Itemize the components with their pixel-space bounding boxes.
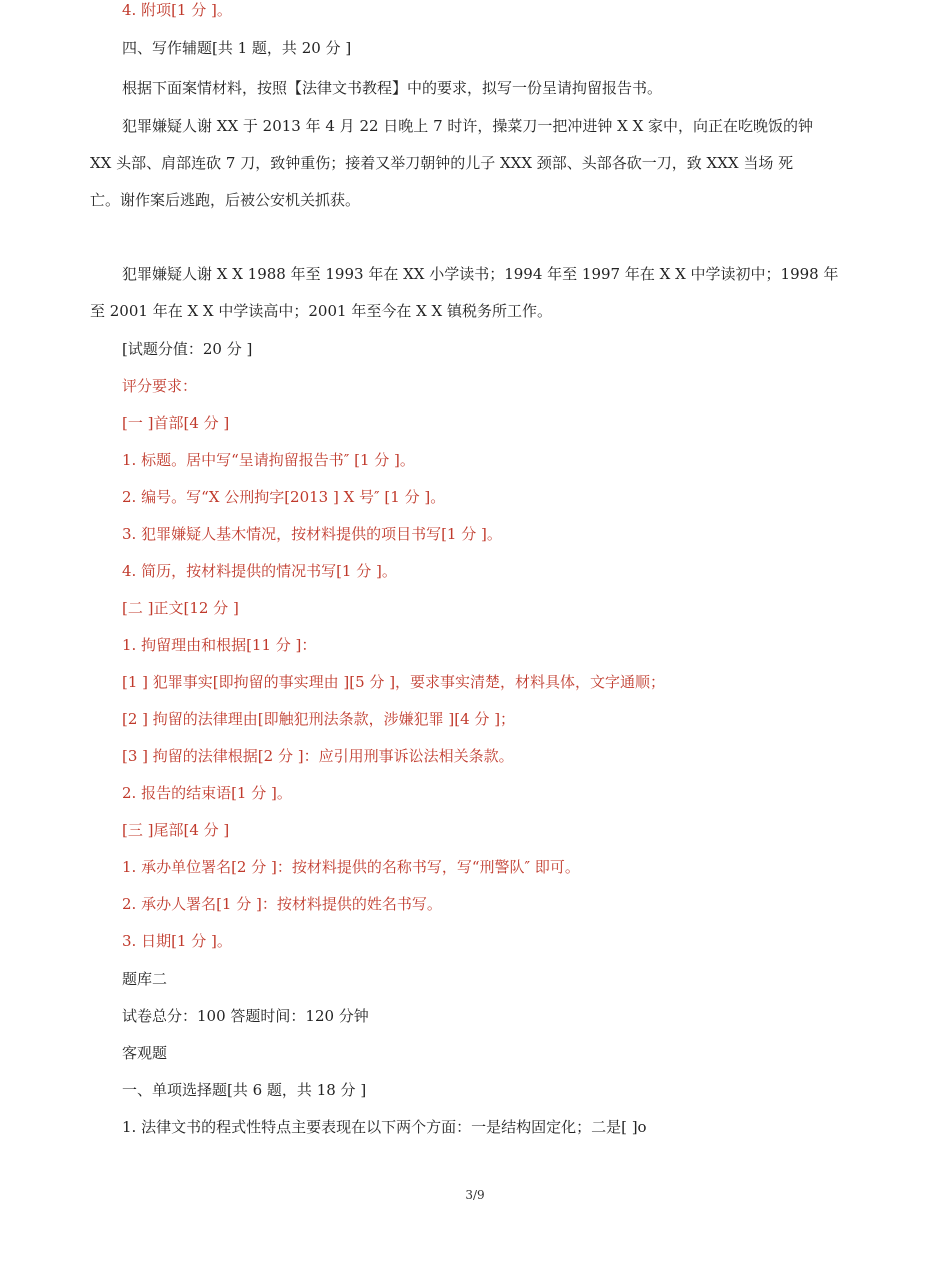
grading-subitem: [1 ] 犯罪事实[即拘留的事实理由 ][5 分 ]，要求事实清楚，材料具体，文字通顺； [122, 673, 666, 691]
text-line: 4. 附项[1 分 ]。 [122, 1, 232, 19]
grading-item: 1. 承办单位署名[2 分 ]：按材料提供的名称书写，写“刑警队″ 即可。 [122, 858, 580, 876]
text-line: 犯罪嫌疑人谢 X X 1988 年至 1993 年在 XX 小学读书；1994 年至 1997 年在 X X 中学读初中；1998 年 [122, 265, 839, 283]
grading-item: 2. 报告的结束语[1 分 ]。 [122, 784, 292, 802]
grading-item: 4. 简历，按材料提供的情况书写[1 分 ]。 [122, 562, 397, 580]
section-heading: 四、写作辅题[共 1 题，共 20 分 ] [122, 39, 352, 57]
text-line: 亡。谢作案后逃跑，后被公安机关抓获。 [90, 191, 361, 209]
score-value: [试题分值：20 分 ] [122, 340, 253, 358]
grading-heading: 评分要求： [122, 377, 198, 395]
section-heading: 客观题 [122, 1044, 168, 1062]
grading-item: 1. 拘留理由和根据[11 分 ]： [122, 636, 317, 654]
grading-subitem: [3 ] 拘留的法律根据[2 分 ]：应引用刑事诉讼法相关条款。 [122, 747, 514, 765]
grading-item: 3. 日期[1 分 ]。 [122, 932, 232, 950]
page-number: 3/9 [465, 1188, 485, 1202]
grading-section: [三 ]尾部[4 分 ] [122, 821, 230, 839]
grading-item: 1. 标题。居中写“呈请拘留报告书″ [1 分 ]。 [122, 451, 415, 469]
grading-section: [二 ]正文[12 分 ] [122, 599, 239, 617]
grading-item: 2. 承办人署名[1 分 ]：按材料提供的姓名书写。 [122, 895, 442, 913]
section-heading: 一、单项选择题[共 6 题，共 18 分 ] [122, 1081, 367, 1099]
grading-item: 3. 犯罪嫌疑人基木情况，按材料提供的项目书写[1 分 ]。 [122, 525, 502, 543]
text-line: 至 2001 年在 X X 中学读高中；2001 年至今在 X X 镇税务所工作。 [90, 302, 552, 320]
text-line: 根据下面案情材料，按照【法律文书教程】中的要求，拟写一份呈请拘留报告书。 [122, 79, 663, 97]
text-line: 犯罪嫌疑人谢 XX 于 2013 年 4 月 22 日晚上 7 时许，操菜刀一把冲进钟 X X 家中，向正在吃晚饭的钟 [122, 117, 814, 135]
question-bank-title: 题库二 [122, 970, 168, 988]
grading-section: [一 ]首部[4 分 ] [122, 414, 230, 432]
text-line: XX 头部、肩部连砍 7 刀，致钟重伤；接着又举刀朝钟的儿子 XXX 颈部、头部各砍一刀，致 XXX 当场 死 [90, 154, 794, 172]
question-text: 1. 法律文书的程式性特点主要表现在以下两个方面：一是结构固定化；二是[ ]o [122, 1118, 647, 1136]
grading-item: 2. 编号。写“X 公刑拘字[2013 ] X 号″ [1 分 ]。 [122, 488, 446, 506]
grading-subitem: [2 ] 拘留的法律理由[即触犯刑法条款，涉嫌犯罪 ][4 分 ]； [122, 710, 516, 728]
exam-info: 试卷总分：100 答题时间：120 分钟 [122, 1007, 369, 1025]
